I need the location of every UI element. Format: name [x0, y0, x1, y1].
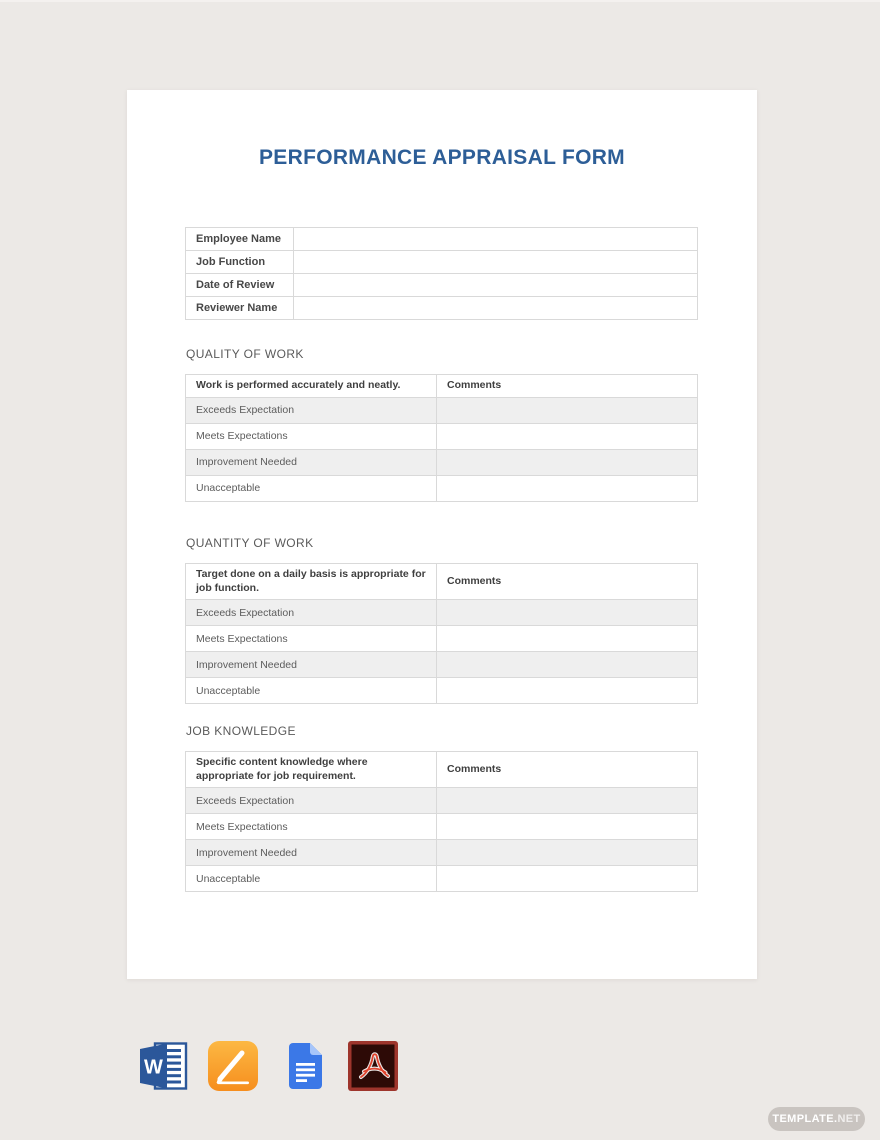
- document-page: [127, 90, 757, 979]
- rating-label: Exceeds Expectation: [186, 788, 437, 814]
- comment-cell[interactable]: [437, 475, 698, 501]
- watermark-light-text: NET: [837, 1113, 861, 1125]
- section-quality-of-work: [185, 347, 698, 502]
- rating-table: [185, 374, 698, 502]
- table-header-row: [186, 752, 698, 788]
- page-title: PERFORMANCE APPRAISAL FORM: [259, 146, 625, 169]
- comment-cell[interactable]: [437, 449, 698, 475]
- rating-label: Meets Expectations: [186, 626, 437, 652]
- rating-row: [186, 626, 698, 652]
- rating-row: [186, 449, 698, 475]
- table-header-row: [186, 375, 698, 398]
- date-of-review-field[interactable]: [294, 274, 698, 297]
- comment-cell[interactable]: [437, 866, 698, 892]
- google-docs-icon[interactable]: [277, 1040, 329, 1092]
- section-job-knowledge: [185, 724, 698, 892]
- table-header-row: [186, 564, 698, 600]
- comment-cell[interactable]: [437, 678, 698, 704]
- comment-cell[interactable]: [437, 840, 698, 866]
- rating-row: [186, 866, 698, 892]
- microsoft-word-icon[interactable]: [137, 1040, 189, 1092]
- rating-label: Improvement Needed: [186, 449, 437, 475]
- rating-label: Improvement Needed: [186, 652, 437, 678]
- file-format-icons: [137, 1040, 399, 1092]
- rating-table: [185, 751, 698, 892]
- rating-row: [186, 678, 698, 704]
- adobe-acrobat-icon[interactable]: [347, 1040, 399, 1092]
- rating-row: [186, 600, 698, 626]
- comment-cell[interactable]: [437, 600, 698, 626]
- rating-label: Meets Expectations: [186, 423, 437, 449]
- table-row: [186, 228, 698, 251]
- rating-row: [186, 814, 698, 840]
- section-heading: QUANTITY OF WORK: [186, 536, 314, 550]
- watermark-bold-text: TEMPLATE.: [772, 1113, 838, 1125]
- table-row: [186, 274, 698, 297]
- section-quantity-of-work: [185, 536, 698, 704]
- employee-info-table: [185, 227, 698, 320]
- table-row: [186, 251, 698, 274]
- employee-name-label: Employee Name: [186, 228, 294, 251]
- reviewer-name-label: Reviewer Name: [186, 297, 294, 320]
- rating-row: [186, 475, 698, 501]
- rating-label: Exceeds Expectation: [186, 600, 437, 626]
- job-function-field[interactable]: [294, 251, 698, 274]
- section-heading: QUALITY OF WORK: [186, 347, 304, 361]
- rating-row: [186, 840, 698, 866]
- rating-row: [186, 652, 698, 678]
- date-of-review-label: Date of Review: [186, 274, 294, 297]
- rating-label: Unacceptable: [186, 866, 437, 892]
- comment-cell[interactable]: [437, 814, 698, 840]
- rating-table: [185, 563, 698, 704]
- comment-cell[interactable]: [437, 423, 698, 449]
- rating-label: Meets Expectations: [186, 814, 437, 840]
- comments-header: Comments: [437, 564, 698, 600]
- rating-row: [186, 423, 698, 449]
- comment-cell[interactable]: [437, 397, 698, 423]
- rating-row: [186, 397, 698, 423]
- rating-row: [186, 788, 698, 814]
- employee-name-field[interactable]: [294, 228, 698, 251]
- comments-header: Comments: [437, 752, 698, 788]
- criterion-header: Specific content knowledge where appropriate for job requirement.: [186, 752, 437, 788]
- reviewer-name-field[interactable]: [294, 297, 698, 320]
- rating-label: Improvement Needed: [186, 840, 437, 866]
- rating-label: Unacceptable: [186, 678, 437, 704]
- comment-cell[interactable]: [437, 652, 698, 678]
- table-row: [186, 297, 698, 320]
- section-heading: JOB KNOWLEDGE: [186, 724, 296, 738]
- rating-label: Unacceptable: [186, 475, 437, 501]
- job-function-label: Job Function: [186, 251, 294, 274]
- rating-label: Exceeds Expectation: [186, 397, 437, 423]
- word-letter: W: [144, 1056, 163, 1079]
- comment-cell[interactable]: [437, 788, 698, 814]
- apple-pages-icon[interactable]: [207, 1040, 259, 1092]
- template-net-badge: [768, 1107, 865, 1131]
- comment-cell[interactable]: [437, 626, 698, 652]
- comments-header: Comments: [437, 375, 698, 398]
- criterion-header: Work is performed accurately and neatly.: [186, 375, 437, 398]
- criterion-header: Target done on a daily basis is appropriate for job function.: [186, 564, 437, 600]
